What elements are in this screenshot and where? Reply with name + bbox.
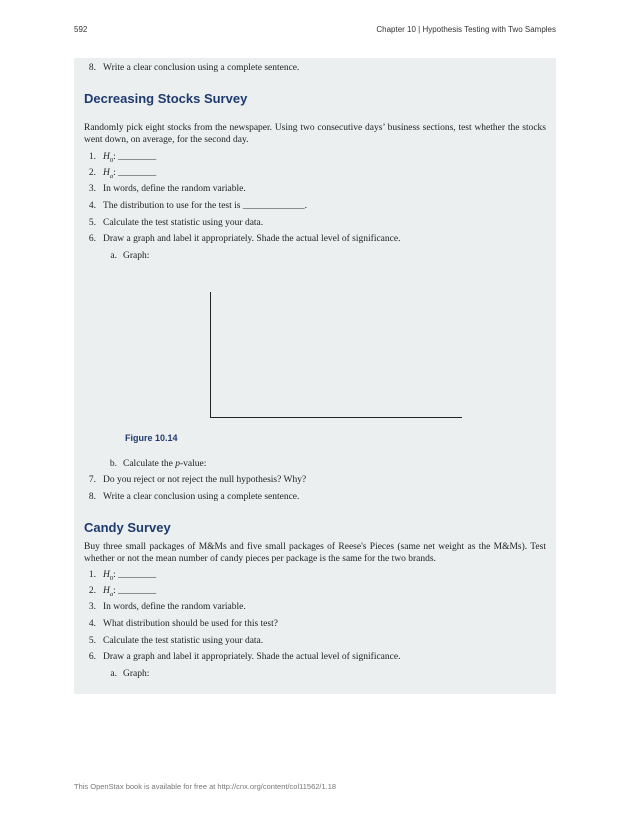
footer-note: This OpenStax book is available for free at http://cnx.org/content/col11562/1.18 xyxy=(74,782,337,791)
graph-y-axis xyxy=(210,292,211,418)
page-number: 592 xyxy=(74,25,88,34)
section-intro: Buy three small packages of M&Ms and five small packages of Reese's Pieces (same net weight as the M&Ms). Test whether or not the mean number of candy pieces per package is the same for the two brands. xyxy=(84,542,546,564)
chapter-header: Chapter 10 | Hypothesis Testing with Two Samples xyxy=(376,25,556,34)
section-title-decreasing-stocks: Decreasing Stocks Survey xyxy=(84,91,248,106)
section-title-candy-survey: Candy Survey xyxy=(84,520,171,535)
graph-x-axis xyxy=(210,417,462,418)
section-intro: Randomly pick eight stocks from the newspaper. Using two consecutive days’ business sections, test whether the stocks went down, on average, for the second day. xyxy=(84,123,546,145)
figure-caption: Figure 10.14 xyxy=(125,433,178,443)
